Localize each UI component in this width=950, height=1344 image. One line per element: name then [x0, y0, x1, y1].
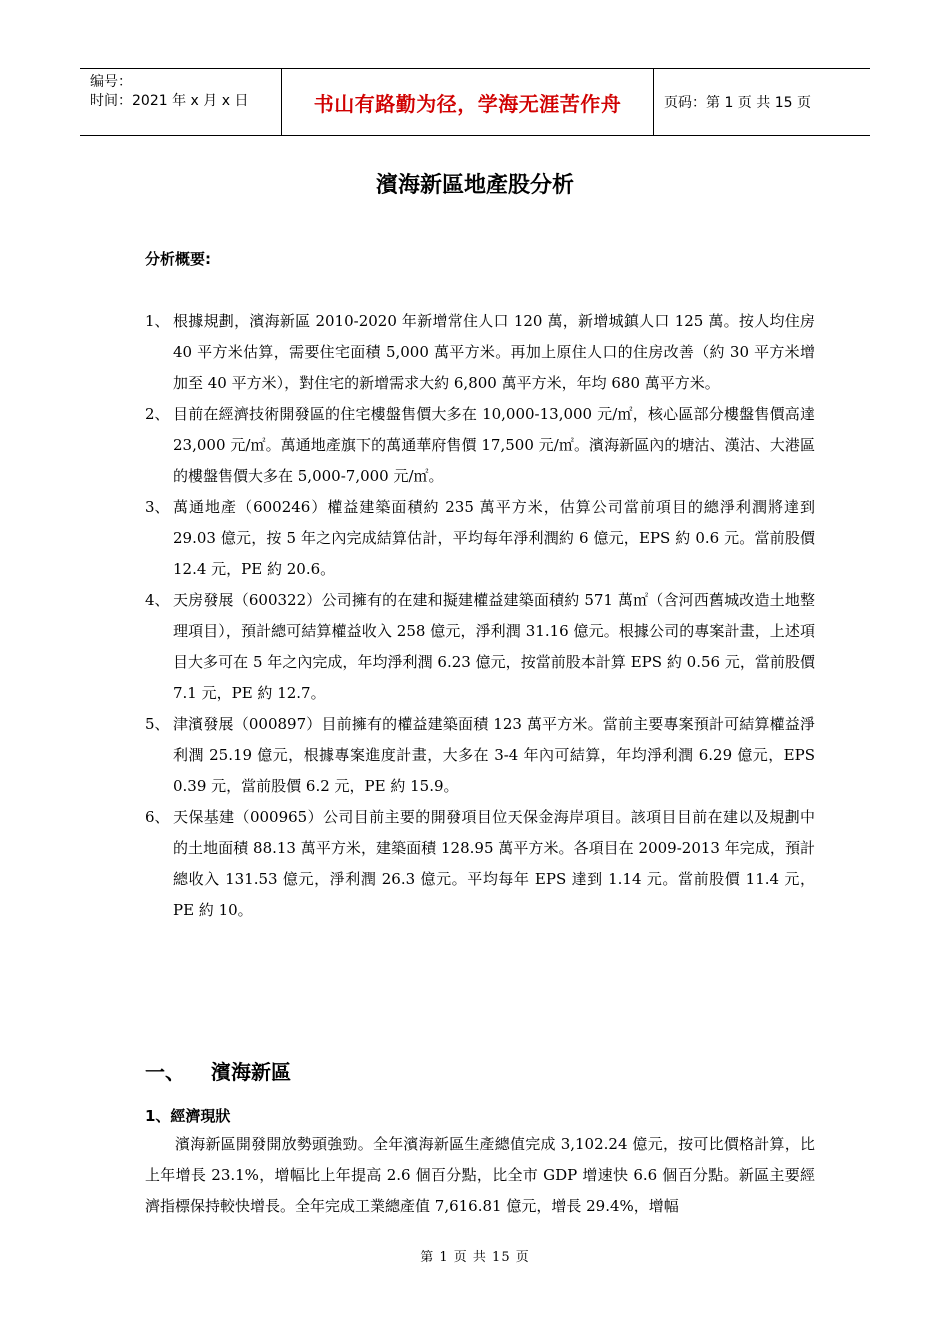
- overview-list: [145, 306, 815, 926]
- overview-item: [145, 399, 815, 492]
- document-number-label: 编号：: [90, 74, 132, 90]
- overview-item: [145, 306, 815, 399]
- overview-item-text: 根據規劃，濱海新區 2010-2020 年新增常住人口 120 萬，新增城鎮人口 125 萬。按人均住房 40 平方米估算，需要住宅面積 5,000 萬平方米。再加上原住人口的住房改善（約 30 平方米增加至 40 平方米），對住宅的新增需求大約 6,800 萬平方米，年均 680 萬平方米。: [173, 312, 815, 392]
- header-left-cell: [80, 69, 282, 135]
- overview-item-number: 2、: [145, 405, 170, 423]
- overview-item: [145, 709, 815, 802]
- overview-item-text: 天保基建（000965）公司目前主要的開發項目位天保金海岸項目。該項目目前在建以及規劃中的土地面積 88.13 萬平方米，建築面積 128.95 萬平方米。各項目在 2009-2013 年完成，預計總收入 131.53 億元，淨利潤 26.3 億元。平均每年 EPS 達到 1.14 元。當前股價 11.4 元，PE 約 10。: [173, 808, 815, 919]
- header-page-info: 页码：第 1 页 共 15 页: [664, 95, 811, 111]
- section-number: 一、: [145, 1060, 185, 1084]
- header-motto-cell: [282, 69, 654, 135]
- page-footer: 第 1 页 共 15 页: [420, 1250, 530, 1265]
- overview-item-number: 1、: [145, 312, 170, 330]
- overview-heading: 分析概要:: [145, 250, 211, 268]
- overview-item-text: 萬通地產（600246）權益建築面積約 235 萬平方米，估算公司當前項目的總淨利潤將達到 29.03 億元，按 5 年之內完成結算估計，平均每年淨利潤約 6 億元，EPS 約 0.6 元。當前股價 12.4 元，PE 約 20.6。: [173, 498, 815, 578]
- document-title: 濱海新區地產股分析: [375, 173, 574, 198]
- overview-item-number: 3、: [145, 498, 170, 516]
- overview-item-text: 目前在經濟技術開發區的住宅樓盤售價大多在 10,000-13,000 元/㎡，核心區部分樓盤售價高達 23,000 元/㎡。萬通地產旗下的萬通華府售價 17,500 元/㎡。濱海新區內的塘沽、漢沽、大港區的樓盤售價大多在 5,000-7,000 元/㎡。: [173, 405, 815, 485]
- subsection-heading: 1、經濟現狀: [145, 1107, 231, 1125]
- section-heading: [145, 1056, 291, 1085]
- overview-item-text: 津濱發展（000897）目前擁有的權益建築面積 123 萬平方米。當前主要專案預計可結算權益淨利潤 25.19 億元，根據專案進度計畫，大多在 3-4 年內可結算，年均淨利潤 6.29 億元，EPS 0.39 元，當前股價 6.2 元，PE 約 15.9。: [173, 715, 815, 795]
- header-page-info-cell: [654, 69, 870, 135]
- header-motto: 书山有路勤为径，学海无涯苦作舟: [313, 91, 622, 116]
- body-paragraph: 濱海新區開發開放勢頭強勁。全年濱海新區生產總值完成 3,102.24 億元，按可比價格計算，比上年增長 23.1%，增幅比上年提高 2.6 個百分點，比全市 GDP 增速快 6.6 個百分點。新區主要經濟指標保持較快增長。全年完成工業總產值 7,616.81 億元，增長 29.4%，增幅: [145, 1135, 815, 1215]
- overview-item-number: 6、: [145, 808, 170, 826]
- document-time-label: 时间：2021 年 x 月 x 日: [90, 93, 249, 109]
- overview-item-number: 5、: [145, 715, 170, 733]
- section-title: 濱海新區: [211, 1060, 291, 1084]
- overview-item: [145, 585, 815, 709]
- overview-item-number: 4、: [145, 591, 170, 609]
- overview-item: [145, 492, 815, 585]
- page-header: [80, 68, 870, 136]
- overview-item-text: 天房發展（600322）公司擁有的在建和擬建權益建築面積約 571 萬㎡（含河西舊城改造土地整理項目），預計總可結算權益收入 258 億元，淨利潤 31.16 億元。根據公司的專案計畫，上述項目大多可在 5 年之內完成，年均淨利潤 6.23 億元，按當前股本計算 EPS 約 0.56 元，當前股價 7.1 元，PE 約 12.7。: [173, 591, 815, 702]
- overview-item: [145, 802, 815, 926]
